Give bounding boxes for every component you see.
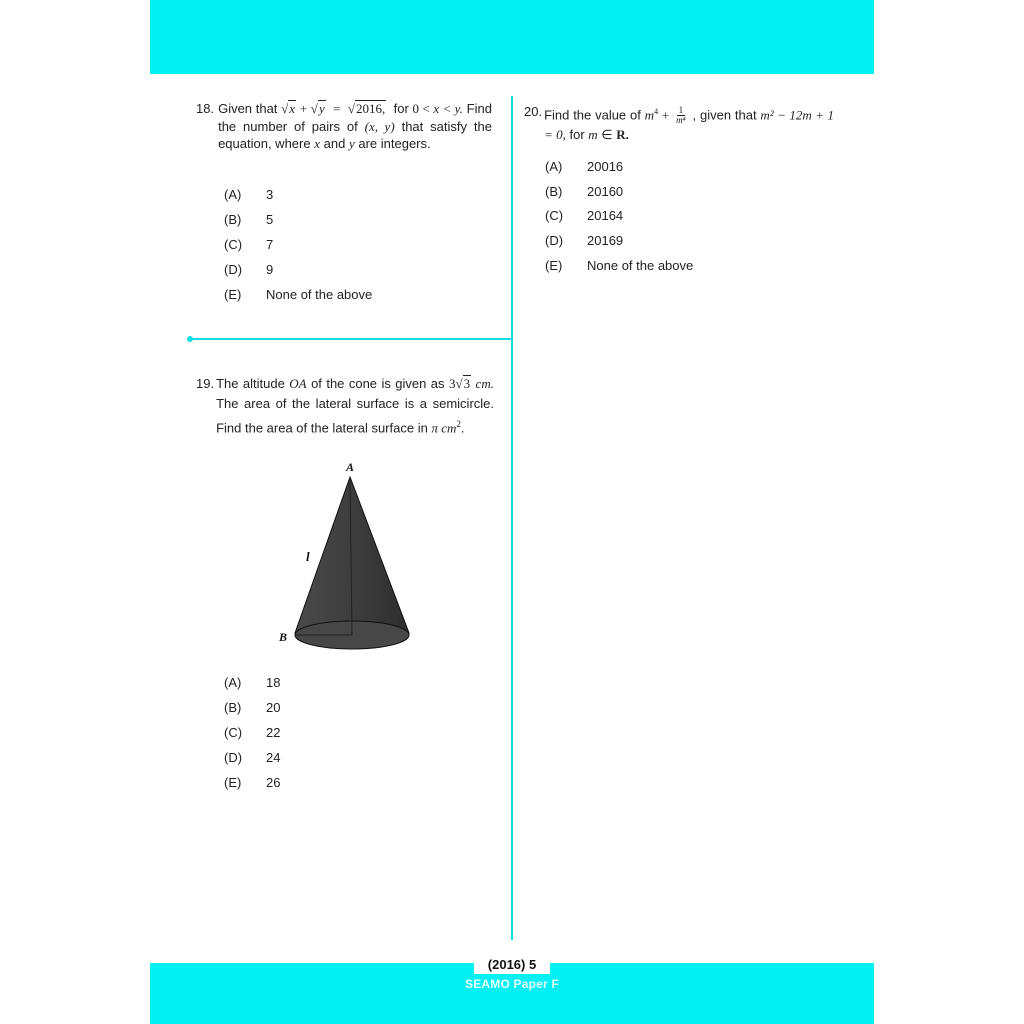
- paper-name: SEAMO Paper F: [465, 977, 559, 991]
- page-number: (2016) 5: [474, 956, 550, 974]
- label-a: A: [346, 460, 355, 474]
- question-number: 20.: [524, 104, 543, 119]
- fraction: $\frac{1}{\text{m⁴}}$: [676, 105, 686, 126]
- exam-page: 18. Given that √x + √y = √2016, for 0 < x < y. Find the number of pairs of (x, y) that satisfy the equation, where x and y are integers. (A) 3 (B) 5 (C) 7 (D) 9 (E) None of the above 19. The altitude OA of the cone is given as 3√3 cm. The area of the lateral surface is a semicircle. Find the area of the lateral surface in π $cm^2$. A B l (A) 18 (B) 20 (C) 22 (D) 24 (E) 26 20. Find the value of $m^4$ + $\frac{1}{\text{m⁴}}$ , given that m² − 12m + 1 = 0, for m ∈ R. (A) 20016 (B) 20160 (C) 20164 (D) 20169 (E) None of the above (2016) 5 SEAMO Paper F: [0, 0, 1024, 1024]
- cone-figure: [270, 455, 420, 655]
- header-band: [150, 0, 874, 74]
- question-18: [196, 100, 492, 153]
- question-stem: Find the value of $m^4$ + $\frac{1}{\text{m⁴}}$ , given that m² − 12m + 1 = 0, for m ∈ R.: [544, 105, 834, 143]
- question-20: [524, 102, 834, 145]
- question-stem: Given that √x + √y = √2016, for 0 < x < y. Find the number of pairs of (x, y) that satisfy the equation, where x and y are integers.: [218, 101, 492, 151]
- label-b: B: [279, 630, 288, 644]
- question-stem: The altitude OA of the cone is given as 3√3 cm. The area of the lateral surface is a semicircle. Find the area of the lateral surface in π $cm^2$.: [216, 376, 494, 436]
- divider-dot: [187, 336, 193, 342]
- question-divider: [190, 338, 512, 340]
- column-divider: [511, 96, 513, 940]
- question-19: [196, 374, 494, 438]
- question-number: 18.: [196, 101, 215, 116]
- label-l: l: [306, 549, 310, 564]
- question-number: 19.: [196, 376, 215, 391]
